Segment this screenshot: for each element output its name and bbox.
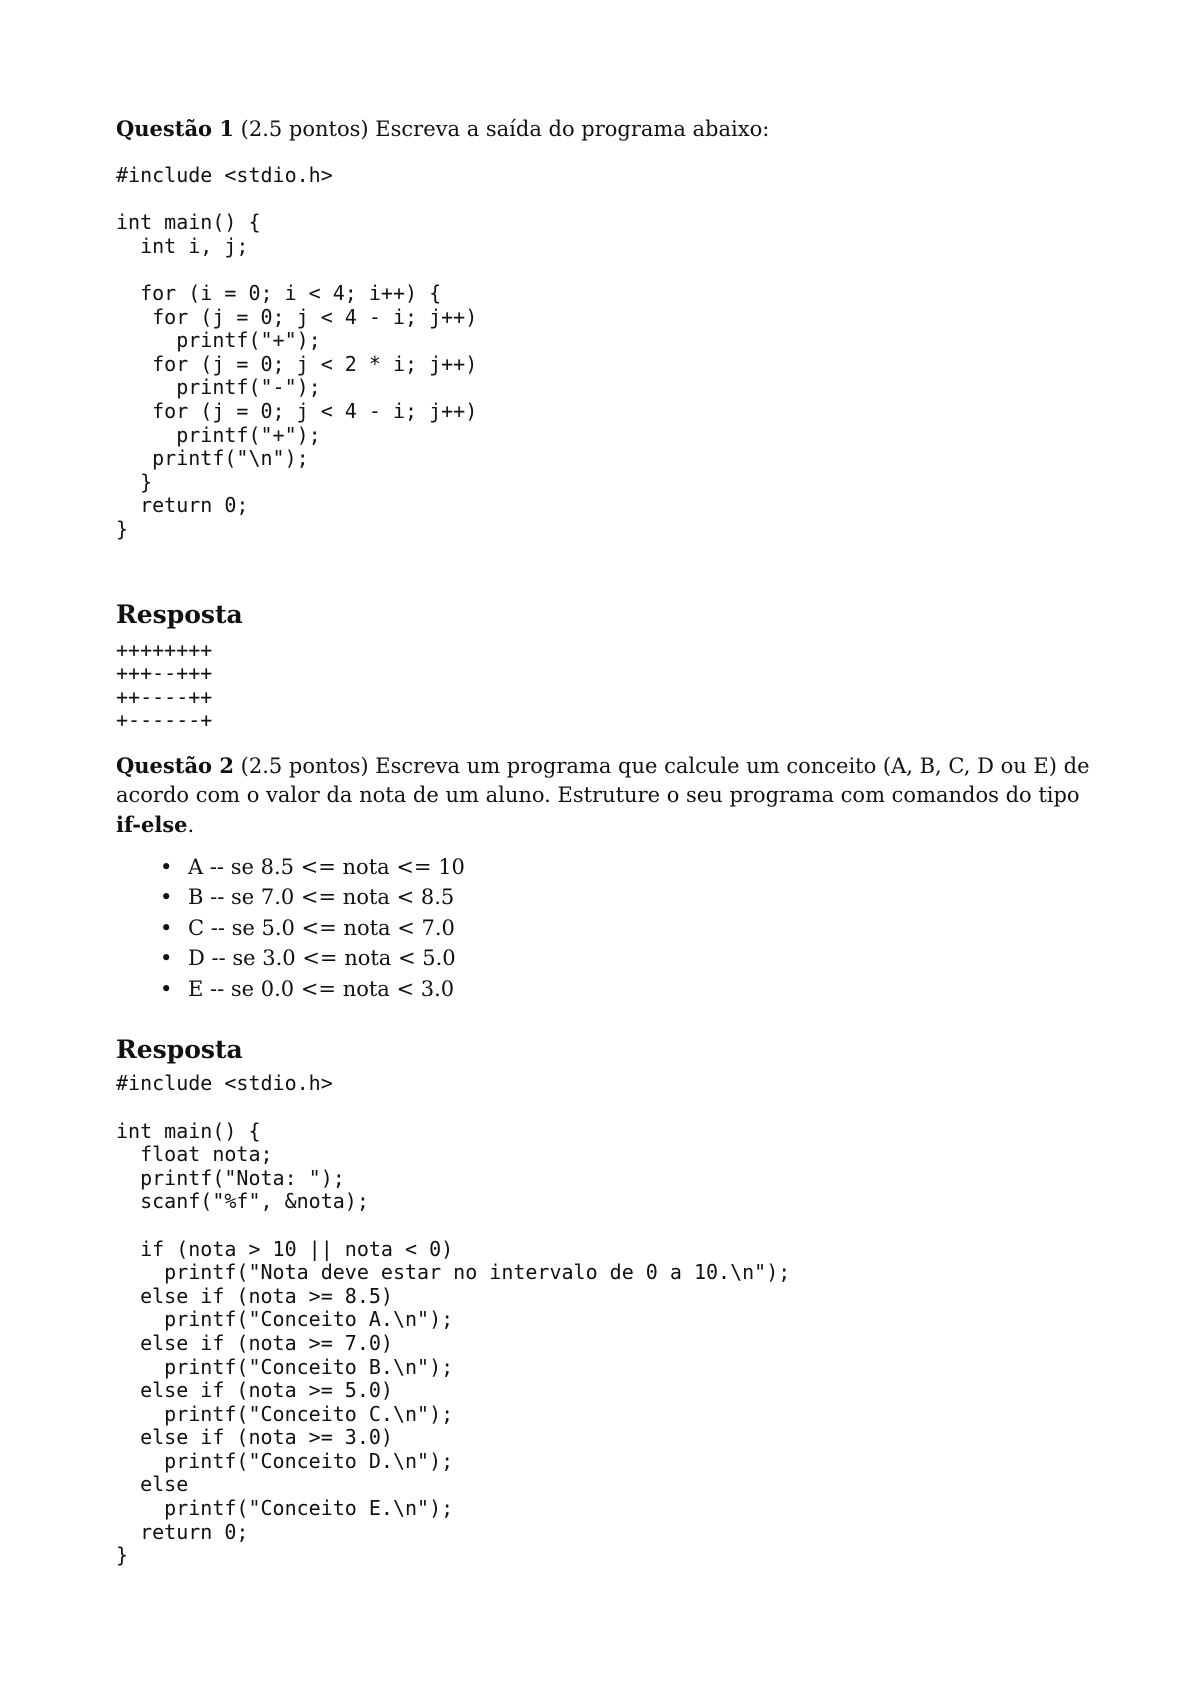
document-page <box>116 114 1096 1568</box>
grade-item-a: • A -- se 8.5 <= nota <= 10 <box>188 852 1096 883</box>
question-2-text: Escreva um programa que calcule um conceito (A, B, C, D ou E) de acordo com o valor da nota de um aluno. Estruture o seu programa com comandos do tipo <box>116 753 1090 807</box>
question-2-text-end: . <box>187 812 195 837</box>
question-1-text: Escreva a saída do programa abaixo: <box>375 117 770 141</box>
question-2-number: Questão 2 <box>116 752 234 778</box>
question-1-points: (2.5 pontos) <box>240 117 369 141</box>
question-1-answer: ++++++++ +++--+++ ++----++ +------+ <box>116 637 213 733</box>
question-2-statement <box>116 751 1096 840</box>
question-1-code: #include <stdio.h> int main() { int i, j; for (i = 0; i < 4; i++) { for (j = 0; j < 4 - i; j++) printf("+"); for (j = 0; j < 2 * i; j++) printf("-"); for (j = 0; j < 4 - i; j++) printf("+"); printf("\n"); } return 0; } <box>116 163 478 541</box>
question-1-number: Questão 1 <box>116 116 234 141</box>
grade-item-d: • D -- se 3.0 <= nota < 5.0 <box>188 943 1096 974</box>
grade-item-b: • B -- se 7.0 <= nota < 8.5 <box>188 882 1096 913</box>
question-2-code: #include <stdio.h> int main() { float nota; printf("Nota: "); scanf("%f", &nota); if (nota > 10 || nota < 0) printf("Nota deve estar no intervalo de 0 a 10.\n"); else if (nota >= 8.5) printf("Conceito A.\n"); else if (nota >= 7.0) printf("Conceito B.\n"); else if (nota >= 5.0) printf("Conceito C.\n"); else if (nota >= 3.0) printf("Conceito D.\n"); else printf("Conceito E.\n"); return 0; } <box>116 1071 791 1568</box>
grade-list <box>116 852 1096 1005</box>
question-1-answer-heading: Resposta <box>116 599 243 629</box>
grade-item-e: • E -- se 0.0 <= nota < 3.0 <box>188 974 1096 1005</box>
grade-item-c: • C -- se 5.0 <= nota < 7.0 <box>188 913 1096 944</box>
question-1-statement <box>116 114 1096 144</box>
question-2-keyword: if-else <box>116 811 188 837</box>
question-2-answer-heading: Resposta <box>116 1035 243 1065</box>
question-2-points: (2.5 pontos) <box>240 753 369 778</box>
